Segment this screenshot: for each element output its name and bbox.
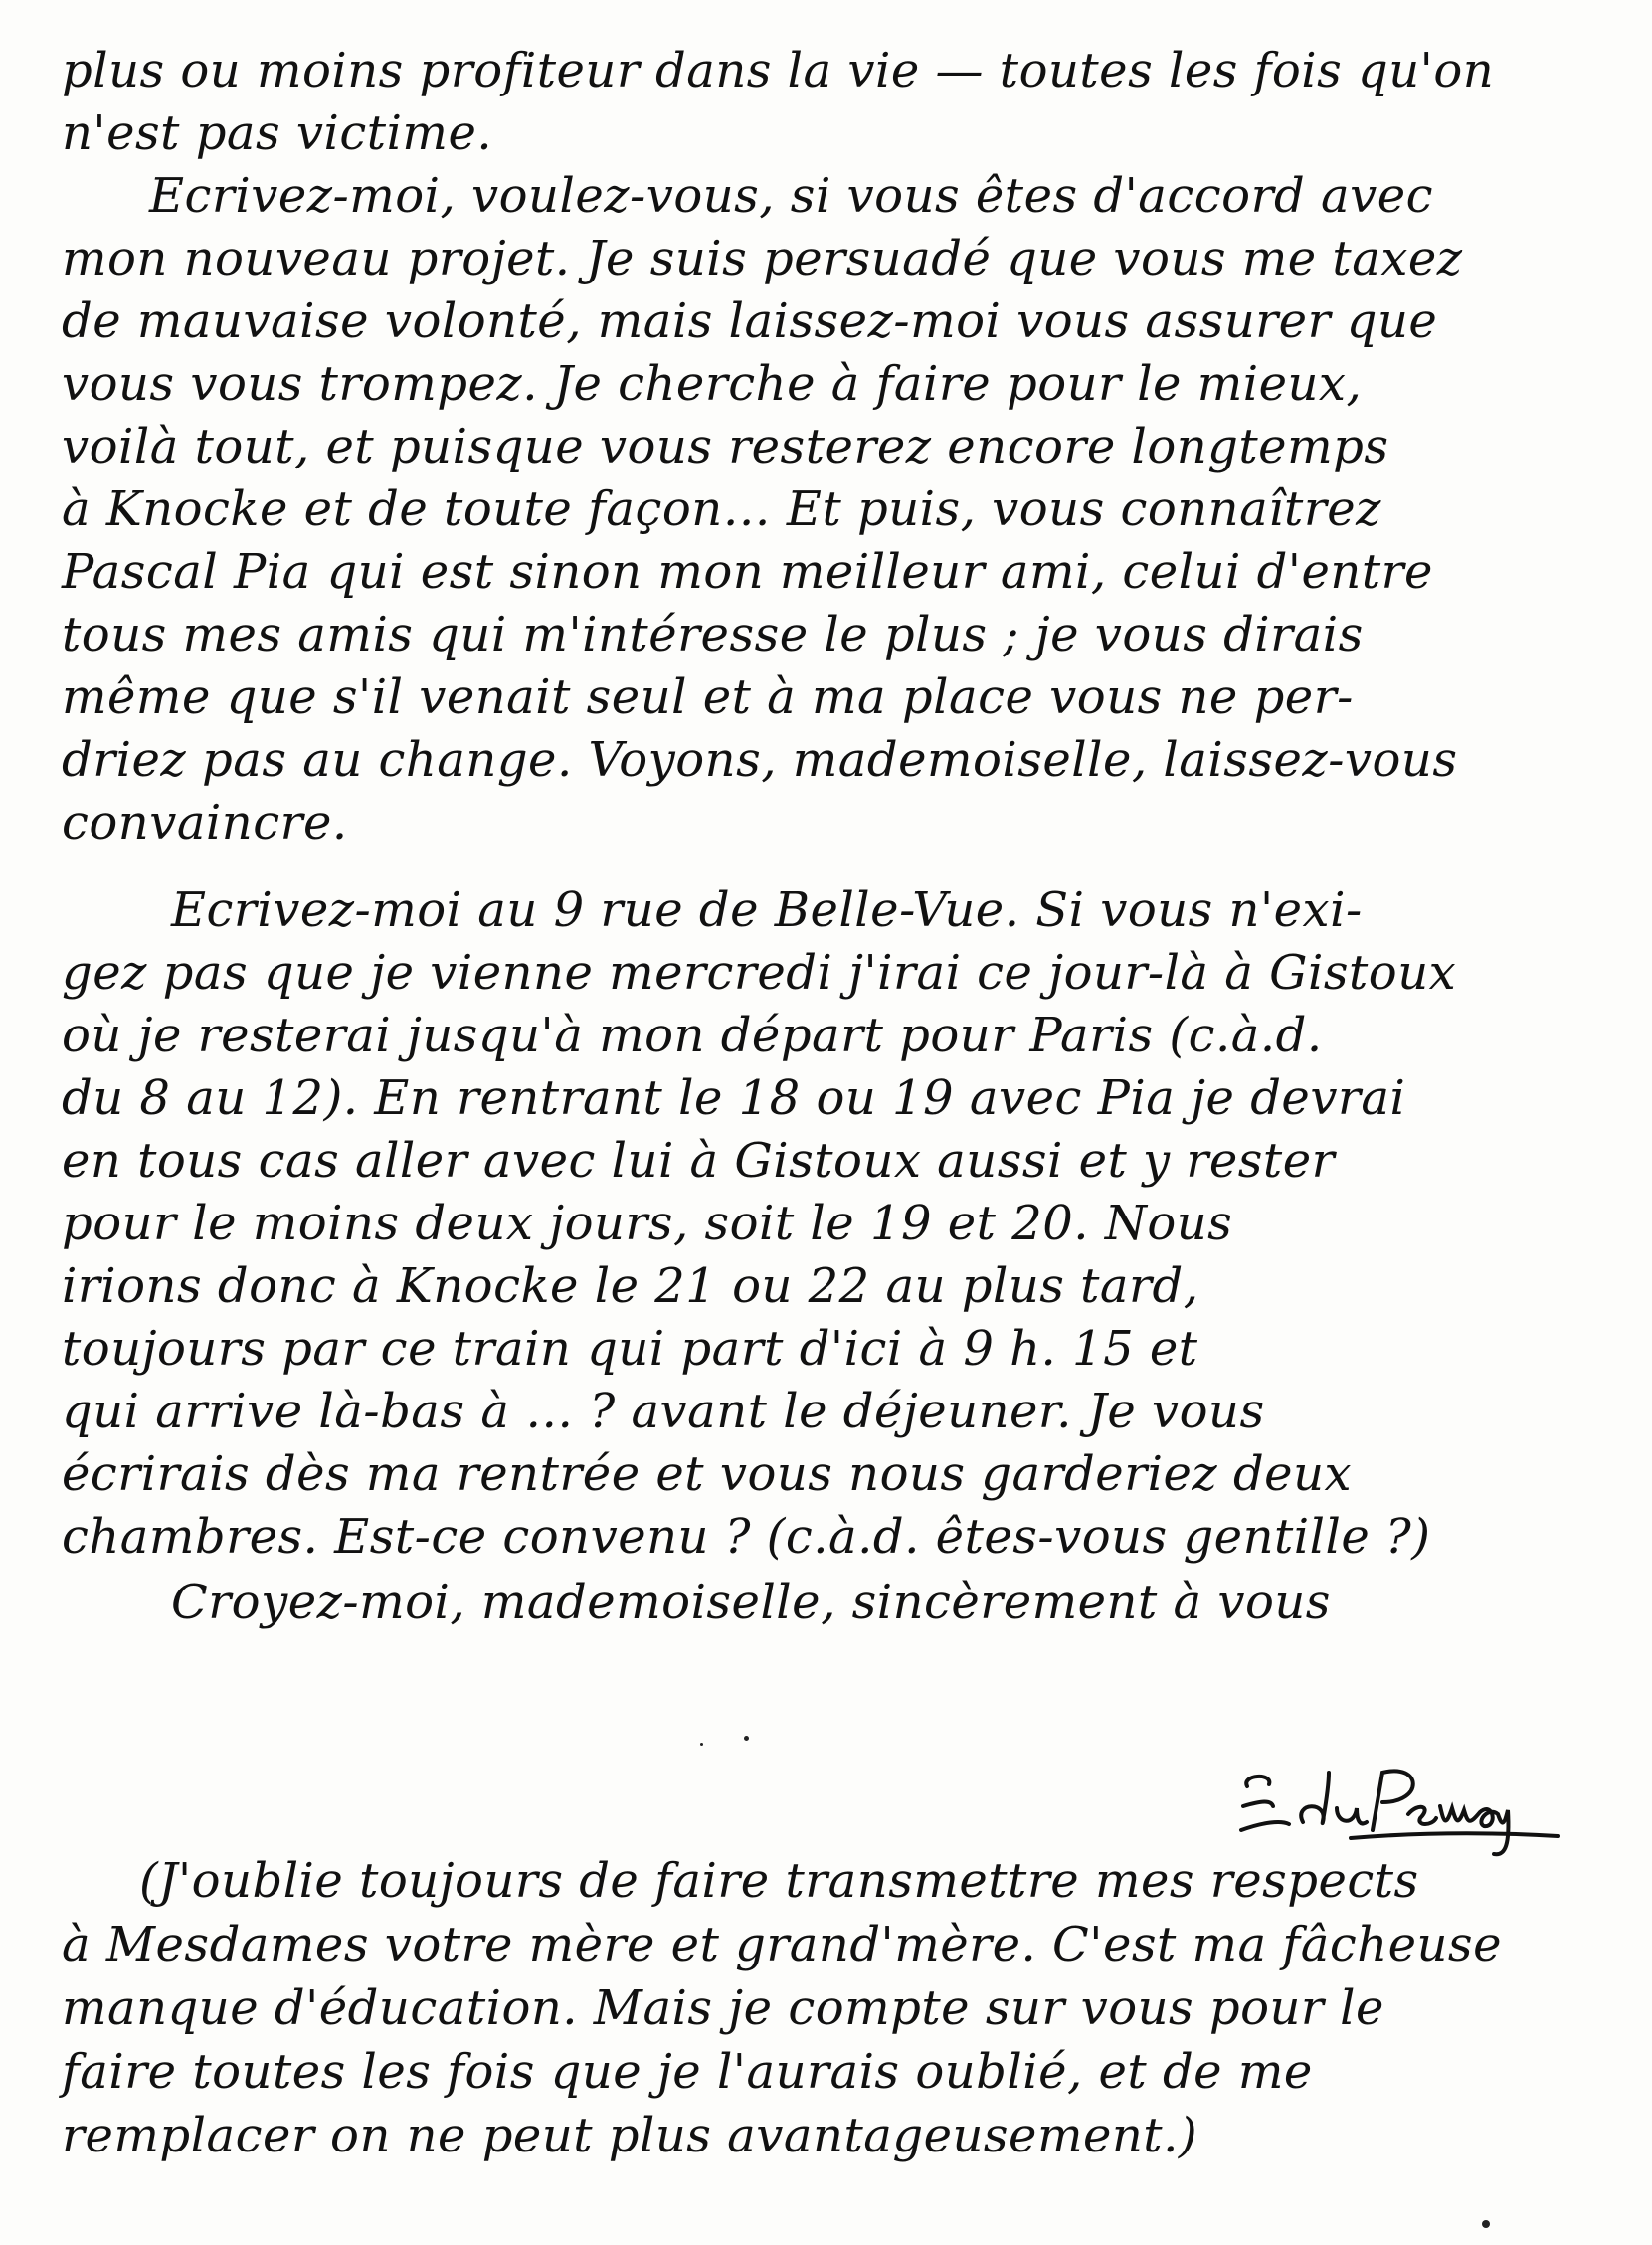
paper-speck bbox=[744, 1736, 749, 1741]
letter-closing: Croyez-moi, mademoiselle, sincèrement à vous bbox=[171, 1575, 1331, 1630]
postscript-line-3: manque d'éducation. Mais je compte sur vous pour le bbox=[62, 1980, 1384, 2036]
letter-line-7: voilà tout, et puisque vous resterez encore longtemps bbox=[62, 419, 1389, 474]
letter-line-11: même que s'il venait seul et à ma place vous ne per- bbox=[62, 669, 1354, 725]
letter-line-22: qui arrive là-bas à … ? avant le déjeuner. Je vous bbox=[62, 1384, 1265, 1439]
paper-speck bbox=[1482, 2220, 1490, 2228]
letter-line-24: chambres. Est-ce convenu ? (c.à.d. êtes-vous gentille ?) bbox=[62, 1509, 1431, 1565]
postscript-line-2: à Mesdames votre mère et grand'mère. C'est ma fâcheuse bbox=[62, 1917, 1502, 1972]
paper-speck bbox=[700, 1743, 703, 1746]
letter-line-20: irions donc à Knocke le 21 ou 22 au plus tard, bbox=[62, 1258, 1199, 1314]
letter-line-19: pour le moins deux jours, soit le 19 et 20. Nous bbox=[62, 1196, 1233, 1251]
letter-line-4: mon nouveau projet. Je suis persuadé que vous me taxez bbox=[62, 231, 1463, 286]
letter-line-2: n'est pas victime. bbox=[62, 105, 493, 161]
letter-line-18: en tous cas aller avec lui à Gistoux aussi et y rester bbox=[62, 1133, 1336, 1189]
letter-line-15: gez pas que je vienne mercredi j'irai ce jour-là à Gistoux bbox=[62, 945, 1457, 1001]
postscript-line-1: (J'oublie toujours de faire transmettre mes respects bbox=[139, 1853, 1419, 1909]
letter-line-13: convaincre. bbox=[62, 795, 348, 850]
letter-line-8: à Knocke et de toute façon… Et puis, vous connaîtrez bbox=[62, 481, 1381, 537]
letter-line-6: vous vous trompez. Je cherche à faire pour le mieux, bbox=[62, 356, 1363, 412]
letter-line-21: toujours par ce train qui part d'ici à 9 h. 15 et bbox=[62, 1321, 1198, 1377]
letter-line-14: Ecrivez-moi au 9 rue de Belle-Vue. Si vous n'exi- bbox=[171, 882, 1363, 938]
letter-line-23: écrirais dès ma rentrée et vous nous garderiez deux bbox=[62, 1446, 1353, 1502]
signature-drawing bbox=[1233, 1753, 1561, 1862]
postscript-line-4: faire toutes les fois que je l'aurais oublié, et de me bbox=[62, 2044, 1313, 2100]
letter-line-9: Pascal Pia qui est sinon mon meilleur ami, celui d'entre bbox=[62, 544, 1433, 600]
letter-line-12: driez pas au change. Voyons, mademoiselle, laissez-vous bbox=[62, 732, 1458, 788]
letter-line-5: de mauvaise volonté, mais laissez-moi vous assurer que bbox=[62, 293, 1438, 349]
letter-line-3: Ecrivez-moi, voulez-vous, si vous êtes d'accord avec bbox=[149, 168, 1434, 224]
letter-line-1: plus ou moins profiteur dans la vie — toutes les fois qu'on bbox=[62, 43, 1495, 98]
handwritten-signature bbox=[1233, 1753, 1561, 1862]
letter-line-16: où je resterai jusqu'à mon départ pour Paris (c.à.d. bbox=[62, 1008, 1323, 1063]
postscript-line-5: remplacer on ne peut plus avantageusement.) bbox=[62, 2108, 1198, 2163]
letter-line-17: du 8 au 12). En rentrant le 18 ou 19 avec Pia je devrai bbox=[62, 1070, 1406, 1126]
letter-line-10: tous mes amis qui m'intéresse le plus ; je vous dirais bbox=[62, 607, 1364, 662]
